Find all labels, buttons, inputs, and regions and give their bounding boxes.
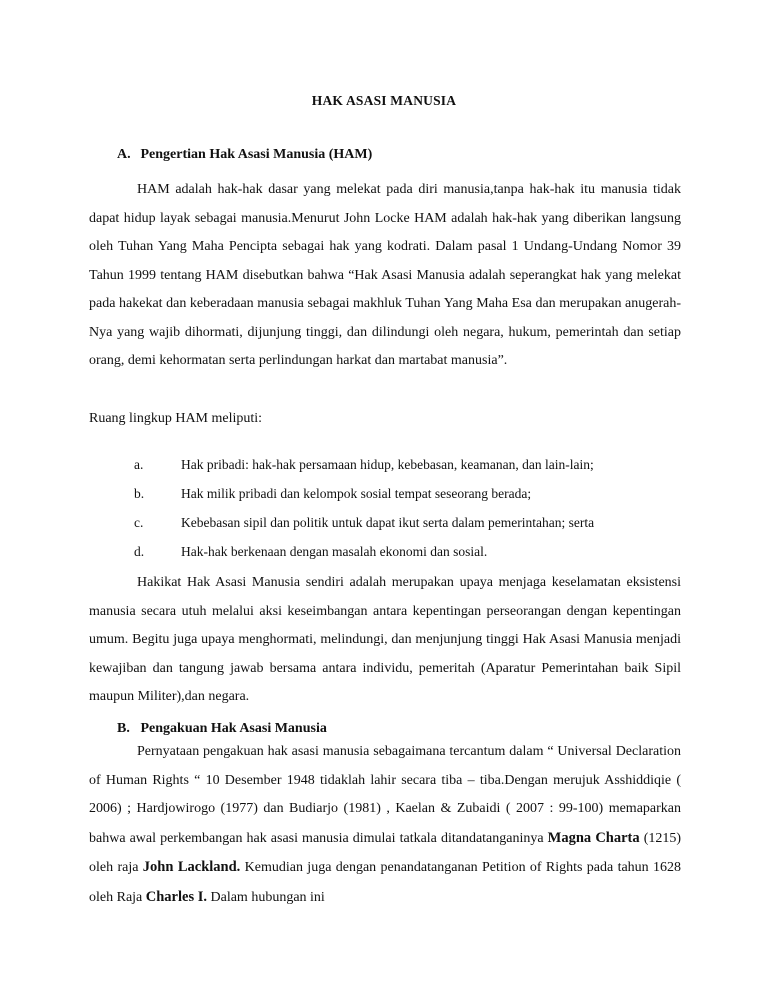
list-text: Kebebasan sipil dan politik untuk dapat ikut serta dalam pemerintahan; serta <box>181 515 595 530</box>
list-item <box>134 479 694 508</box>
list-item <box>134 508 694 537</box>
list-item <box>134 450 694 479</box>
section-a-paragraph-1: HAM adalah hak-hak dasar yang melekat pada diri manusia,tanpa hak-hak itu manusia tidak dapat hidup layak sebagai manusia.Menurut John Locke HAM adalah hak-hak yang diberikan langsung oleh Tuhan Yang Maha Pencipta sebagai hak yang kodrati. Dalam pasal 1 Undang-Undang Nomor 39 Tahun 1999 tentang HAM disebutkan bahwa “Hak Asasi Manusia adalah seperangkat hak yang melekat pada hakekat dan keberadaan manusia sebagai makhluk Tuhan Yang Maha Esa dan merupakan anugerah-Nya yang wajib dihormati, dijunjung tinggi, dan dilindungi oleh negara, hukum, pemerintah dan setiap orang, demi kehormatan serta perlindungan harkat dan martabat manusia”. <box>89 182 681 368</box>
list-marker: d. <box>134 544 145 559</box>
document-title: HAK ASASI MANUSIA <box>311 93 457 108</box>
section-a-number: A. <box>117 147 131 162</box>
section-b-heading <box>117 721 327 737</box>
charles-term: Charles I. <box>145 888 207 905</box>
list-text: Hak-hak berkenaan dengan masalah ekonomi dan sosial. <box>181 544 488 559</box>
john-lackland-term: John Lackland. <box>142 859 241 875</box>
section-a-title: Pengertian Hak Asasi Manusia (HAM) <box>140 147 373 162</box>
section-b-text-2: (1215) oleh raja <box>89 830 682 875</box>
section-a-heading <box>117 147 372 163</box>
list-marker: c. <box>134 515 144 530</box>
magna-charta-term: Magna Charta <box>547 829 640 846</box>
list-marker: b. <box>134 486 145 501</box>
section-b-paragraph <box>89 738 681 912</box>
section-b-text-1: Pernyataan pengakuan hak asasi manusia sebagaimana tercantum dalam “ Universal Declaration of Human Rights “ 10 Desember 1948 tidaklah lahir secara tiba – tiba.Dengan merujuk Asshiddiqie ( 2006) ; Hardjowirogo (1977) dan Budiarjo (1981) , Kaelan & Zubaidi ( 2007 : 99-100) memaparkan bahwa awal perkembangan hak asasi manusia dimulai tatkala ditandatanganinya <box>89 744 681 846</box>
list-item <box>134 537 694 566</box>
list-marker: a. <box>134 457 144 472</box>
section-b-text-3: Kemudian juga dengan penandatanganan Petition of Rights pada tahun 1628 oleh Raja <box>89 860 682 905</box>
list-text: Hak milik pribadi dan kelompok sosial tempat seseorang berada; <box>181 486 532 501</box>
scope-list <box>134 450 694 566</box>
section-b-text-4: Dalam hubungan ini <box>210 889 325 905</box>
section-a-paragraph-2: Hakikat Hak Asasi Manusia sendiri adalah merupakan upaya menjaga keselamatan eksistensi manusia secara utuh melalui aksi keseimbangan antara kepentingan perseorangan dengan kepentingan umum. Begitu juga upaya menghormati, melindungi, dan menjunjung tinggi Hak Asasi Manusia menjadi kewajiban dan tangung jawab bersama antara individu, pemeritah (Aparatur Pemerintahan baik Sipil maupun Militer),dan negara. <box>89 575 681 704</box>
list-text: Hak pribadi: hak-hak persamaan hidup, kebebasan, keamanan, dan lain-lain; <box>181 457 594 472</box>
scope-intro: Ruang lingkup HAM meliputi: <box>89 411 263 426</box>
section-b-number: B. <box>117 721 130 736</box>
section-b-title: Pengakuan Hak Asasi Manusia <box>140 721 327 736</box>
